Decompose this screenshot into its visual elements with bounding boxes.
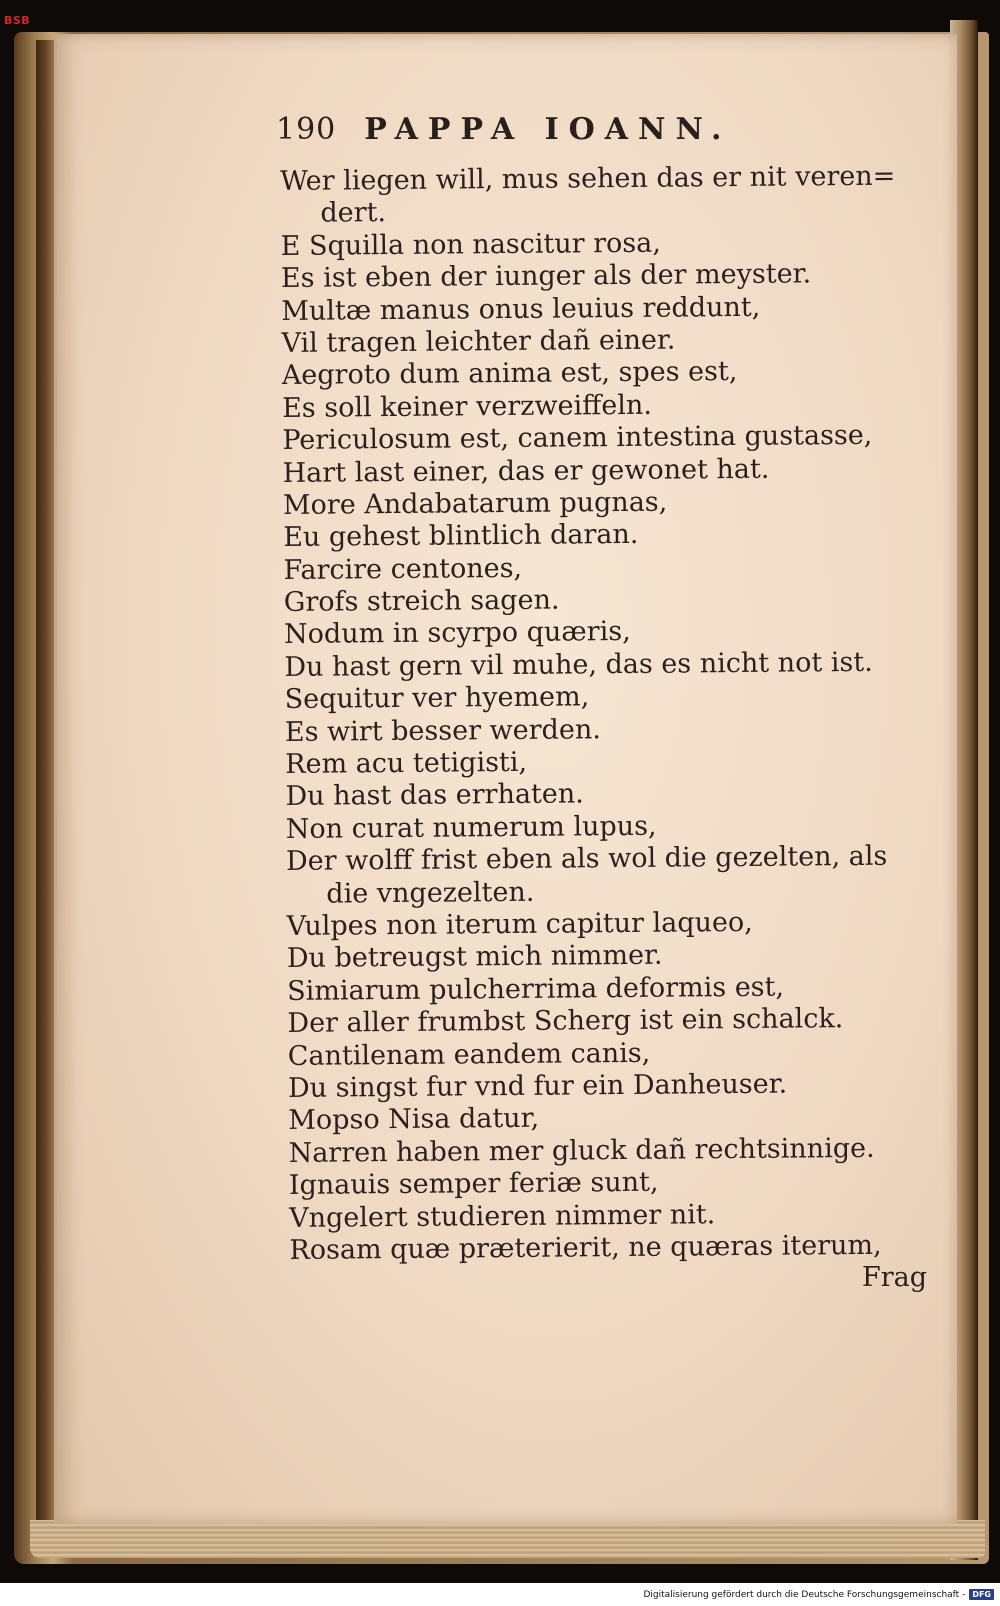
text-line: Eu gehest blintlich daran. xyxy=(283,519,639,554)
text-line: Du hast das errhaten. xyxy=(285,778,584,813)
text-line: Nodum in scyrpo quæris, xyxy=(283,616,631,651)
text-line: die vngezelten. xyxy=(326,876,535,910)
text-line: Der aller frumbst Scherg ist ein schalck. xyxy=(287,1003,844,1040)
page-header xyxy=(276,112,731,160)
text-line: Aegroto dum anima est, spes est, xyxy=(281,356,738,392)
text-line: Periculosum est, canem intestina gustasse, xyxy=(282,419,873,457)
text-line: Non curat numerum lupus, xyxy=(285,810,657,845)
text-line: Cantilenam eandem canis, xyxy=(287,1037,651,1072)
running-head: PAPPA IOANN. xyxy=(364,112,732,147)
text-line: E Squilla non nascitur rosa, xyxy=(280,227,662,262)
text-line: Sequitur ver hyemem, xyxy=(284,681,590,716)
library-watermark: BSB xyxy=(4,14,31,27)
text-line: Vngelert studieren nimmer nit. xyxy=(289,1198,716,1234)
text-line: Vulpes non iterum capitur laqueo, xyxy=(286,906,753,942)
text-line: Es wirt besser werden. xyxy=(284,713,601,748)
text-line: More Andabatarum pugnas, xyxy=(282,486,668,521)
text-line: Farcire centones, xyxy=(283,552,523,586)
text-line: Wer liegen will, mus sehen das er nit veren= xyxy=(280,160,896,197)
page-number: 190 xyxy=(276,112,337,147)
text-line: Rem acu tetigisti, xyxy=(285,746,528,781)
text-line: Ignauis semper feriæ sunt, xyxy=(288,1166,659,1202)
text-line: Narren haben mer gluck dañ rechtsinnige. xyxy=(288,1132,875,1169)
text-line: Multæ manus onus leuius reddunt, xyxy=(281,291,761,327)
text-line: Hart last einer, das er gewonet hat. xyxy=(282,453,770,489)
text-line: Es ist eben der iunger als der meyster. xyxy=(280,258,812,295)
text-line: Du hast gern vil muhe, das es nicht not ist. xyxy=(284,646,873,683)
text-line: Es soll keiner verzweiffeln. xyxy=(281,389,653,424)
text-line: dert. xyxy=(320,197,387,230)
text-line: Rosam quæ præterierit, ne quæras iterum, xyxy=(289,1229,882,1266)
text-line: Du betreugst mich nimmer. xyxy=(286,940,663,975)
funding-text: Digitalisierung gefördert durch die Deutsche Forschungsgemeinschaft - xyxy=(643,1589,966,1600)
catchword: Frag xyxy=(862,1262,928,1293)
text-line: Der wolff frist eben als wol die gezelten, als xyxy=(285,840,888,878)
page-stack-bottom xyxy=(30,1520,985,1558)
text-line: Mopso Nisa datur, xyxy=(288,1103,540,1137)
text-line: Grofs streich sagen. xyxy=(283,584,560,619)
text-line: Du singst fur vnd fur ein Danheuser. xyxy=(287,1068,788,1104)
dfg-logo: DFG xyxy=(969,1589,994,1600)
text-block xyxy=(280,160,950,1267)
text-line: Simiarum pulcherrima deformis est, xyxy=(287,971,785,1007)
funding-footer xyxy=(0,1583,1000,1606)
text-line: Vil tragen leichter dañ einer. xyxy=(281,324,676,359)
